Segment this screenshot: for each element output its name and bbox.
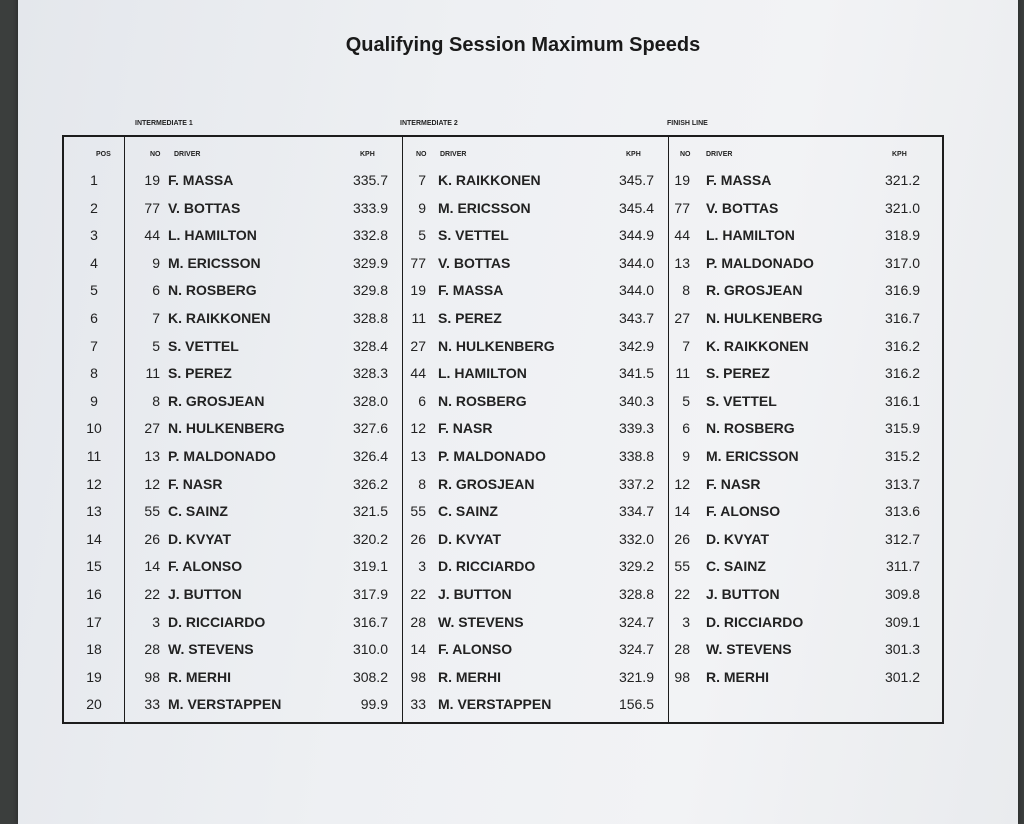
finish-car-number-cell: 5 [682,392,690,409]
int1-driver-name-cell: M. VERSTAPPEN [168,696,282,713]
int2-car-number-cell: 3 [418,558,426,575]
int1-driver-name-cell: W. STEVENS [168,641,254,658]
finish-car-number-cell: 19 [674,172,690,188]
int1-speed-cell: 327.6 [352,420,388,437]
int2-speed-cell: 339.3 [618,420,654,437]
finish-speed-cell: 316.2 [884,337,920,354]
table-row [64,580,942,608]
int1-driver-name-cell: V. BOTTAS [168,199,241,216]
finish-driver-name-cell: D. KVYAT [706,530,770,547]
finish-driver-name-cell: L. HAMILTON [706,227,795,244]
table-row [64,690,942,718]
finish-driver-name-cell: N. HULKENBERG [706,310,823,326]
int2-car-number-cell: 14 [410,641,426,658]
finish-speed-cell: 301.3 [884,641,920,658]
int2-speed-cell: 337.2 [618,475,654,492]
header-kph-2: KPH [626,151,641,158]
int2-driver-name-cell: N. HULKENBERG [438,337,555,354]
int1-driver-name-cell: K. RAIKKONEN [168,310,271,326]
table-row [64,387,942,415]
position-cell: 12 [86,475,102,492]
table-row [64,525,942,553]
finish-speed-cell: 301.2 [884,668,920,685]
finish-car-number-cell: 7 [682,337,690,354]
int2-speed-cell: 345.7 [618,172,654,188]
int2-driver-name-cell: M. ERICSSON [438,199,531,216]
int2-driver-name-cell: F. MASSA [438,282,504,299]
int1-speed-cell: 316.7 [352,613,388,630]
int2-speed-cell: 344.0 [618,282,654,299]
finish-speed-cell: 312.7 [884,530,920,547]
position-cell: 8 [90,365,98,382]
int1-car-number-cell: 98 [144,668,160,685]
speeds-table [62,135,944,724]
position-cell: 14 [86,530,102,547]
finish-driver-name-cell: N. ROSBERG [706,420,795,437]
position-cell: 15 [86,558,102,575]
header-driver-3: DRIVER [706,151,733,158]
int1-driver-name-cell: R. MERHI [168,668,231,685]
int1-speed-cell: 329.8 [352,282,388,299]
header-kph-1: KPH [360,151,375,158]
finish-car-number-cell: 27 [674,310,690,326]
int1-speed-cell: 317.9 [352,586,388,602]
finish-speed-cell: 315.9 [884,420,920,437]
int2-speed-cell: 324.7 [618,641,654,658]
finish-speed-cell: 311.7 [886,558,920,575]
int2-driver-name-cell: C. SAINZ [438,503,498,520]
position-cell: 1 [90,172,98,188]
int2-driver-name-cell: F. ALONSO [438,641,513,658]
table-row [64,663,942,691]
int2-driver-name-cell: F. NASR [438,420,493,437]
finish-driver-name-cell: C. SAINZ [706,558,766,575]
int2-car-number-cell: 28 [410,613,426,630]
page-title: Qualifying Session Maximum Speeds [345,34,701,56]
int2-driver-name-cell: P. MALDONADO [438,448,546,464]
int1-car-number-cell: 11 [145,365,160,382]
int1-speed-cell: 320.2 [352,530,388,547]
finish-car-number-cell: 14 [674,503,690,520]
finish-car-number-cell: 44 [674,227,690,244]
finish-car-number-cell: 6 [682,420,690,437]
int1-driver-name-cell: C. SAINZ [168,503,228,520]
int1-driver-name-cell: F. MASSA [168,172,234,188]
int1-car-number-cell: 6 [152,282,160,299]
int1-car-number-cell: 9 [152,254,160,271]
int2-speed-cell: 332.0 [618,530,654,547]
finish-speed-cell: 316.1 [884,392,920,409]
finish-car-number-cell: 8 [682,282,690,299]
header-pos: POS [96,151,111,158]
int1-speed-cell: 333.9 [352,199,388,216]
finish-car-number-cell: 26 [674,530,690,547]
finish-driver-name-cell: J. BUTTON [706,586,780,602]
int1-car-number-cell: 7 [152,310,160,326]
table-row [64,442,942,470]
int2-speed-cell: 156.5 [618,696,654,713]
table-row [64,221,942,249]
int1-speed-cell: 328.3 [352,365,388,382]
int2-car-number-cell: 98 [410,668,426,685]
int1-driver-name-cell: L. HAMILTON [168,227,257,244]
position-cell: 17 [86,613,102,630]
finish-speed-cell: 316.7 [884,310,920,326]
int1-car-number-cell: 5 [152,337,160,354]
position-cell: 2 [90,199,98,216]
finish-speed-cell: 321.2 [884,172,920,188]
int2-car-number-cell: 6 [418,392,426,409]
table-row [64,194,942,222]
table-row [64,304,942,332]
int1-car-number-cell: 22 [144,586,160,602]
int2-car-number-cell: 5 [418,227,426,244]
int1-car-number-cell: 12 [144,475,160,492]
int2-speed-cell: 342.9 [618,337,654,354]
position-cell: 18 [86,641,102,658]
int2-car-number-cell: 27 [410,337,426,354]
int2-car-number-cell: 9 [418,199,426,216]
finish-car-number-cell: 77 [674,199,690,216]
int1-driver-name-cell: F. NASR [168,475,223,492]
int2-speed-cell: 344.0 [618,254,654,271]
position-cell: 7 [90,337,98,354]
header-no-3: NO [680,151,691,158]
finish-car-number-cell: 98 [674,668,690,685]
int2-car-number-cell: 55 [410,503,426,520]
int2-driver-name-cell: D. RICCIARDO [438,558,536,575]
int1-car-number-cell: 13 [144,448,160,464]
int2-speed-cell: 328.8 [618,586,654,602]
int2-car-number-cell: 22 [410,586,426,602]
finish-speed-cell: 316.9 [884,282,920,299]
int2-speed-cell: 321.9 [618,668,654,685]
int1-speed-cell: 319.1 [352,558,388,575]
header-no-2: NO [416,151,427,158]
int1-driver-name-cell: P. MALDONADO [168,448,276,464]
finish-car-number-cell: 3 [682,613,690,630]
int1-speed-cell: 310.0 [352,641,388,658]
finish-car-number-cell: 13 [674,254,690,271]
int1-car-number-cell: 14 [144,558,160,575]
finish-speed-cell: 309.1 [884,613,920,630]
int2-speed-cell: 340.3 [618,392,654,409]
finish-driver-name-cell: F. MASSA [706,172,772,188]
int1-driver-name-cell: F. ALONSO [168,558,243,575]
finish-speed-cell: 309.8 [884,586,920,602]
finish-driver-name-cell: R. MERHI [706,668,769,685]
table-row [64,608,942,636]
int1-driver-name-cell: D. KVYAT [168,530,232,547]
table-row [64,470,942,498]
table-row [64,276,942,304]
int1-driver-name-cell: N. HULKENBERG [168,420,285,437]
int2-car-number-cell: 19 [410,282,426,299]
int1-car-number-cell: 55 [144,503,160,520]
finish-driver-name-cell: F. NASR [706,475,761,492]
int2-driver-name-cell: K. RAIKKONEN [438,172,541,188]
int2-car-number-cell: 44 [410,365,426,382]
header-no-1: NO [150,151,161,158]
int1-speed-cell: 99.9 [360,696,388,713]
int2-speed-cell: 334.7 [618,503,654,520]
finish-driver-name-cell: D. RICCIARDO [706,613,804,630]
finish-speed-cell: 318.9 [884,227,920,244]
table-row [64,635,942,663]
table-row [64,414,942,442]
position-cell: 16 [86,586,102,602]
int1-car-number-cell: 44 [144,227,160,244]
int2-speed-cell: 345.4 [618,199,654,216]
finish-driver-name-cell: R. GROSJEAN [706,282,803,299]
int1-car-number-cell: 27 [144,420,160,437]
finish-car-number-cell: 28 [674,641,690,658]
finish-driver-name-cell: F. ALONSO [706,503,781,520]
int2-speed-cell: 324.7 [618,613,654,630]
finish-driver-name-cell: P. MALDONADO [706,254,814,271]
int1-speed-cell: 335.7 [352,172,388,188]
int2-car-number-cell: 11 [411,310,426,326]
int2-speed-cell: 344.9 [618,227,654,244]
position-cell: 6 [90,310,98,326]
int2-car-number-cell: 33 [410,696,426,713]
int2-driver-name-cell: S. VETTEL [438,227,509,244]
int1-speed-cell: 326.2 [352,475,388,492]
finish-car-number-cell: 22 [674,586,690,602]
header-kph-3: KPH [892,151,907,158]
int1-car-number-cell: 28 [144,641,160,658]
int2-driver-name-cell: W. STEVENS [438,613,524,630]
int2-speed-cell: 343.7 [618,310,654,326]
int2-car-number-cell: 77 [410,254,426,271]
int1-speed-cell: 326.4 [352,448,388,464]
header-driver-2: DRIVER [440,151,467,158]
section-label-intermediate-2: INTERMEDIATE 2 [400,120,458,127]
int1-driver-name-cell: S. PEREZ [168,365,232,382]
int2-driver-name-cell: J. BUTTON [438,586,512,602]
int1-speed-cell: 332.8 [352,227,388,244]
table-row [64,552,942,580]
position-cell: 11 [86,448,102,464]
int1-driver-name-cell: J. BUTTON [168,586,242,602]
int1-car-number-cell: 19 [144,172,160,188]
int2-driver-name-cell: S. PEREZ [438,310,502,326]
position-cell: 3 [90,227,98,244]
finish-driver-name-cell: K. RAIKKONEN [706,337,809,354]
int1-driver-name-cell: N. ROSBERG [168,282,257,299]
int1-car-number-cell: 33 [144,696,160,713]
finish-speed-cell: 313.7 [884,475,920,492]
int2-driver-name-cell: R. GROSJEAN [438,475,535,492]
finish-car-number-cell: 12 [674,475,690,492]
int1-car-number-cell: 3 [152,613,160,630]
finish-speed-cell: 315.2 [884,448,920,464]
int1-car-number-cell: 8 [152,392,160,409]
position-cell: 4 [90,254,98,271]
position-cell: 20 [86,696,102,713]
position-cell: 10 [86,420,102,437]
header-driver-1: DRIVER [174,151,201,158]
finish-speed-cell: 316.2 [884,365,920,382]
position-cell: 19 [86,668,102,685]
int2-driver-name-cell: R. MERHI [438,668,501,685]
int1-speed-cell: 308.2 [352,668,388,685]
table-row [64,166,942,194]
int1-driver-name-cell: M. ERICSSON [168,254,261,271]
int2-driver-name-cell: D. KVYAT [438,530,502,547]
int2-car-number-cell: 8 [418,475,426,492]
int2-driver-name-cell: N. ROSBERG [438,392,527,409]
section-label-intermediate-1: INTERMEDIATE 1 [135,120,193,127]
position-cell: 5 [90,282,98,299]
int1-speed-cell: 328.0 [352,392,388,409]
int2-driver-name-cell: L. HAMILTON [438,365,527,382]
position-cell: 13 [86,503,102,520]
finish-car-number-cell: 9 [682,448,690,464]
finish-car-number-cell: 55 [674,558,690,575]
int1-driver-name-cell: S. VETTEL [168,337,239,354]
int2-car-number-cell: 12 [410,420,426,437]
finish-driver-name-cell: S. VETTEL [706,392,777,409]
int2-driver-name-cell: M. VERSTAPPEN [438,696,552,713]
int1-speed-cell: 328.8 [352,310,388,326]
int1-speed-cell: 321.5 [352,503,388,520]
int2-speed-cell: 329.2 [618,558,654,575]
finish-speed-cell: 321.0 [884,199,920,216]
int1-car-number-cell: 26 [144,530,160,547]
table-row [64,497,942,525]
section-label-finish-line: FINISH LINE [667,120,708,127]
int2-speed-cell: 341.5 [618,365,654,382]
finish-speed-cell: 313.6 [884,503,920,520]
int2-driver-name-cell: V. BOTTAS [438,254,511,271]
finish-speed-cell: 317.0 [884,254,920,271]
int1-driver-name-cell: R. GROSJEAN [168,392,265,409]
int2-speed-cell: 338.8 [618,448,654,464]
int2-car-number-cell: 13 [410,448,426,464]
int1-speed-cell: 328.4 [352,337,388,354]
table-row [64,332,942,360]
table-row [64,249,942,277]
table-row [64,359,942,387]
int1-driver-name-cell: D. RICCIARDO [168,613,266,630]
finish-driver-name-cell: M. ERICSSON [706,448,799,464]
finish-driver-name-cell: V. BOTTAS [706,199,779,216]
int2-car-number-cell: 7 [418,172,426,188]
finish-driver-name-cell: S. PEREZ [706,365,770,382]
int2-car-number-cell: 26 [410,530,426,547]
finish-driver-name-cell: W. STEVENS [706,641,792,658]
position-cell: 9 [90,392,98,409]
int1-speed-cell: 329.9 [352,254,388,271]
finish-car-number-cell: 11 [675,365,690,382]
int1-car-number-cell: 77 [144,199,160,216]
